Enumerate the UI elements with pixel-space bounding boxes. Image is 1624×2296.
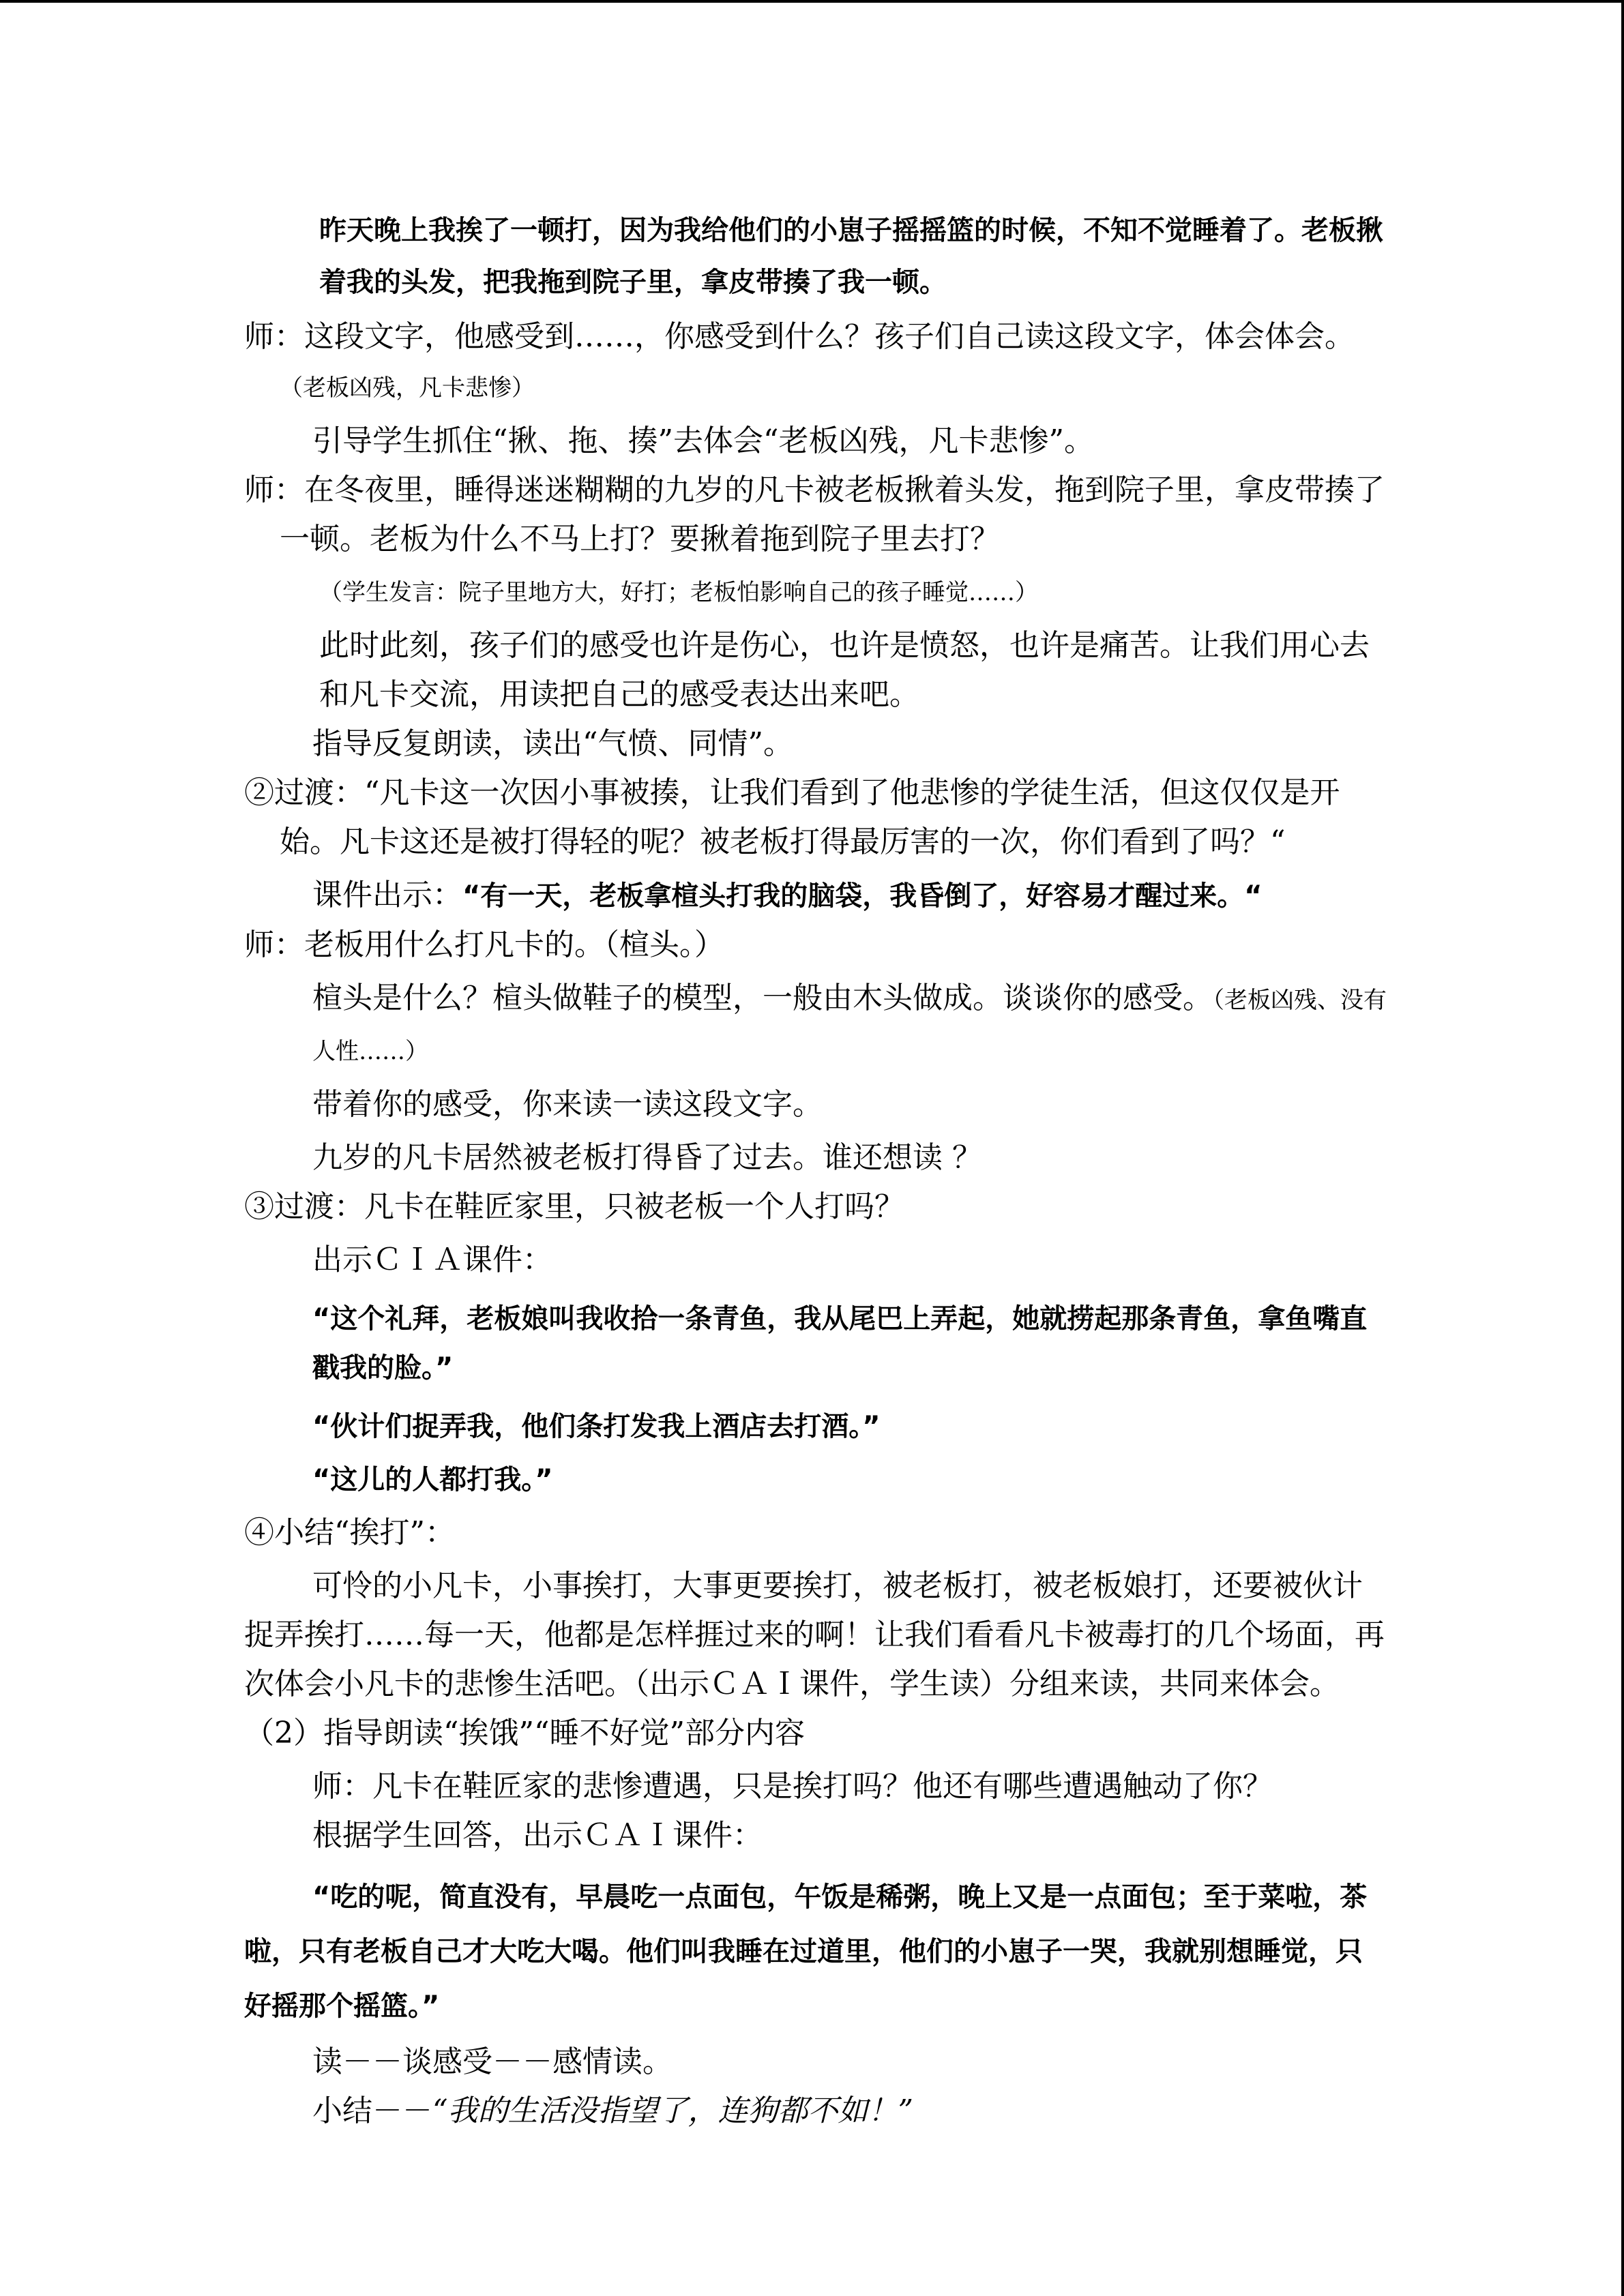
teacher-question-text: 师：这段文字，他感受到……，你感受到什么？孩子们自己读这段文字，体会体会。 — [244, 319, 1355, 354]
page-right-border — [1621, 0, 1624, 2296]
final-summary — [244, 2087, 1387, 2136]
show-cia-courseware — [244, 1236, 1387, 1285]
teacher-question-why — [244, 466, 1387, 564]
student-speech-text: （学生发言：院子里地方大，好打；老板怕影响自己的孩子睡觉……） — [319, 579, 1038, 606]
quote-beating-text: 昨天晚上我挨了一顿打，因为我给他们的小崽子摇摇篮的时候，不知不觉睡着了。老板揪着我的头发，把我拖到院子里，拿皮带揍了我一顿。 — [319, 215, 1383, 298]
quote-herring — [244, 1294, 1387, 1392]
transition-3 — [244, 1182, 1387, 1232]
read-with-feeling — [244, 1080, 1387, 1129]
last-explanation — [244, 974, 1387, 1076]
quote-buddies — [244, 1402, 1387, 1451]
summary-beating-heading-text: ④小结“挨打”： — [244, 1515, 455, 1550]
who-else-read — [244, 1133, 1387, 1182]
teacher-question-feel — [244, 312, 1387, 413]
teacher-question-why-text: 师：在冬夜里，睡得迷迷糊糊的九岁的凡卡被老板揪着头发，拖到院子里，拿皮带揍了一顿。老板为什么不马上打？要揪着拖到院子里去打？ — [244, 473, 1385, 556]
feeling-text: 此时此刻，孩子们的感受也许是伤心，也许是愤怒，也许是痛苦。让我们用心去和凡卡交流，用读把自己的感受表达出来吧。 — [319, 628, 1370, 712]
read-talk-read — [244, 2038, 1387, 2087]
final-summary-label: 小结－－ — [312, 2093, 432, 2128]
teacher-question-tool — [244, 921, 1387, 970]
quote-everyone-beats-text: “这儿的人都打我。” — [312, 1464, 553, 1495]
student-speech-note — [244, 568, 1387, 617]
final-summary-quote: “我的生活没指望了，连狗都不如！” — [432, 2093, 913, 2128]
transition-2 — [244, 769, 1387, 867]
teacher-question-tool-text: 师：老板用什么打凡卡的。（楦头。） — [244, 927, 724, 962]
quote-hunger — [244, 1870, 1387, 2033]
show-cai-courseware-text: 根据学生回答，出示ＣＡＩ课件： — [312, 1818, 763, 1853]
summary-beating-paragraph-text: 可怜的小凡卡，小事挨打，大事更要挨打，被老板打，被老板娘打，还要被伙计捉弄挨打……每一天，他都是怎样捱过来的啊！让我们看看凡卡被毒打的几个场面，再次体会小凡卡的悲惨生活吧。（出示ＣＡＩ课件，学生读）分组来读，共同来体会。（2）指导朗读“挨饿”“睡不好觉”部分内容 — [244, 1568, 1385, 1750]
courseware-show-1 — [244, 871, 1387, 921]
quote-herring-text: “这个礼拜，老板娘叫我收拾一条青鱼，我从尾巴上弄起，她就捞起那条青鱼，拿鱼嘴直戳我的脸。” — [312, 1303, 1368, 1384]
document-body — [244, 205, 1387, 2136]
guide-key-words — [244, 417, 1387, 466]
quote-buddies-text: “伙计们捉弄我，他们条打发我上酒店去打酒。” — [312, 1411, 881, 1442]
courseware-label: 课件出示： — [312, 878, 462, 912]
summary-beating-paragraph — [244, 1562, 1387, 1758]
summary-beating-heading — [244, 1508, 1387, 1557]
who-else-read-text: 九岁的凡卡居然被老板打得昏了过去。谁还想读 ？ — [312, 1140, 982, 1175]
transition-2-text: ②过渡：“凡卡这一次因小事被揍，让我们看到了他悲惨的学徒生活，但这仅仅是开始。凡卡这还是被打得轻的呢？被老板打得最厉害的一次，你们看到了吗？“ — [244, 775, 1340, 859]
transition-3-text: ③过渡：凡卡在鞋匠家里，只被老板一个人打吗？ — [244, 1189, 904, 1224]
guide-key-words-text: 引导学生抓住“揪、拖、揍”去体会“老板凶残，凡卡悲惨”。 — [312, 423, 1094, 458]
quote-beating-paragraph — [244, 205, 1387, 308]
read-talk-read-text: 读－－谈感受－－感情读。 — [312, 2044, 673, 2079]
quote-hunger-text: “吃的呢，简直没有，早晨吃一点面包，午饭是稀粥，晚上又是一点面包；至于菜啦，茶啦，只有老板自己才大吃大喝。他们叫我睡在过道里，他们的小崽子一哭，我就别想睡觉，只好摇那个摇篮。” — [244, 1881, 1368, 2022]
answer-note: （老板凶残，凡卡悲惨） — [280, 374, 535, 402]
last-explanation-text: 楦头是什么？楦头做鞋子的模型，一般由木头做成。谈谈你的感受。 — [312, 981, 1213, 1015]
show-cai-courseware — [244, 1811, 1387, 1860]
last-explanation-note: （老板凶残、没有人性……） — [312, 987, 1387, 1065]
feeling-paragraph — [244, 621, 1387, 719]
quote-everyone-beats — [244, 1455, 1387, 1504]
page-top-border — [0, 0, 1624, 3]
guide-read-aloud — [244, 719, 1387, 769]
read-with-feeling-text: 带着你的感受，你来读一读这段文字。 — [312, 1087, 823, 1122]
courseware-quote: “有一天，老板拿楦头打我的脑袋，我昏倒了，好容易才醒过来。“ — [462, 880, 1263, 912]
guide-read-aloud-text: 指导反复朗读，读出“气愤、同情”。 — [312, 726, 793, 761]
show-cia-courseware-text: 出示ＣＩＡ课件： — [312, 1242, 552, 1277]
teacher-other-experiences — [244, 1762, 1387, 1811]
teacher-other-experiences-text: 师：凡卡在鞋匠家的悲惨遭遇，只是挨打吗？他还有哪些遭遇触动了你？ — [312, 1769, 1273, 1804]
